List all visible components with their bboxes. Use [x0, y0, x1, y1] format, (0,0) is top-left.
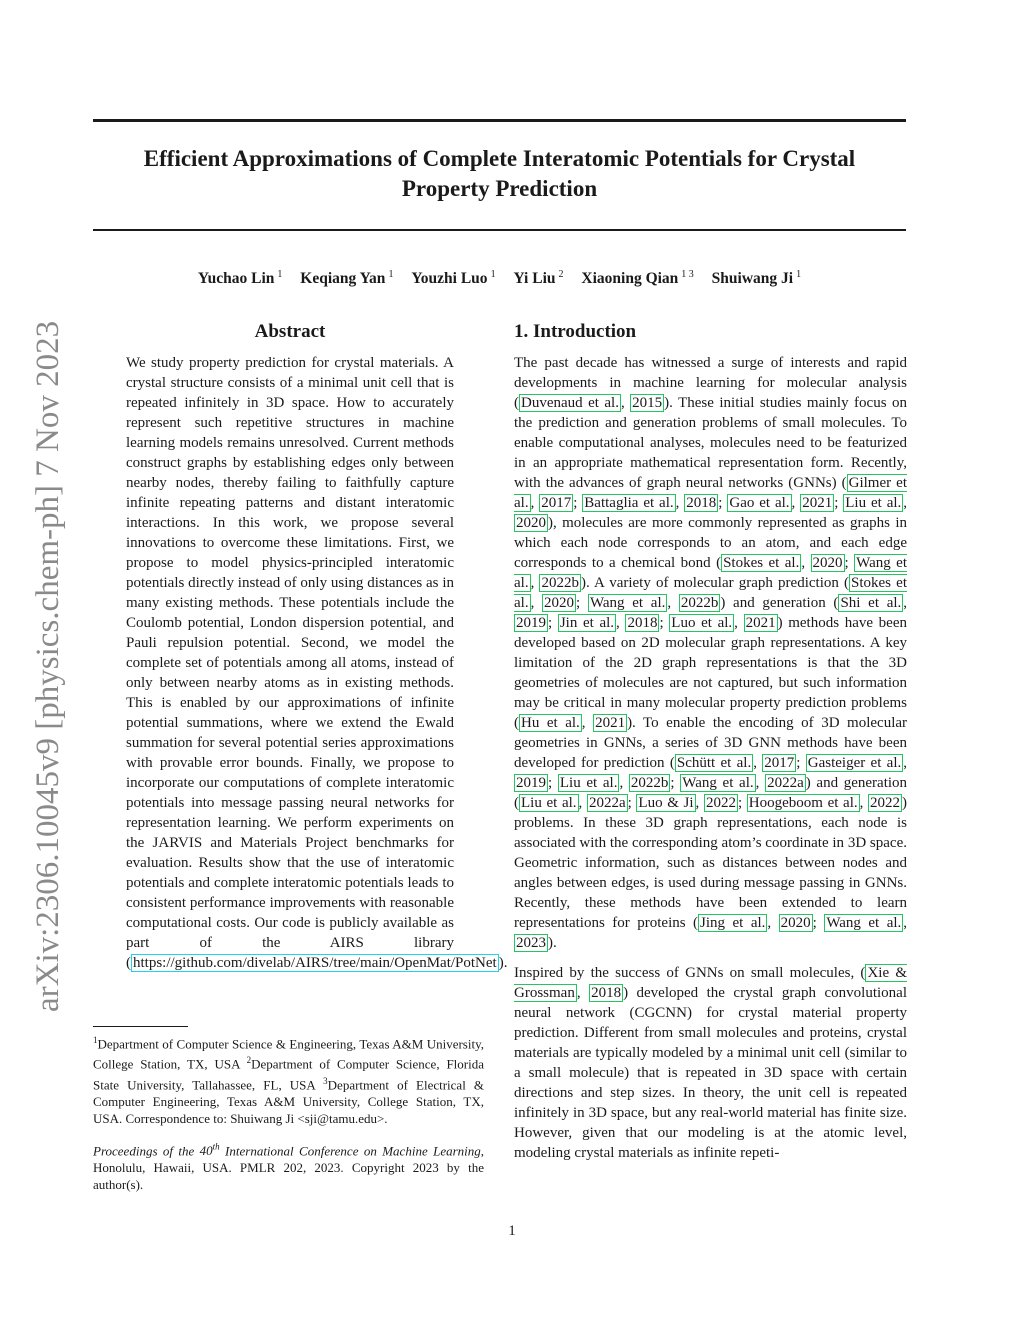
text-run: ) methods have been developed based on 2D molecular graph representations. A key limitation of the 2D graph representations is that the 3D geometries of molecules are not captured, but such information may be critical in many molecular property prediction problems (	[514, 615, 907, 731]
title-bottom-rule	[93, 229, 906, 231]
citation-link[interactable]: Wang et al.	[682, 775, 754, 791]
author: Yuchao Lin $^1$	[197, 269, 283, 287]
text-run: ) problems. In these 3D graph representations, each node is associated with the corresponding atom’s coordinate in 3D space. Geometric information, such as distances between nodes and angles between edges, is used during message passing in GNNs. Recently, these methods have been extended to learn representations for proteins (	[514, 795, 908, 931]
citation-link[interactable]: Jin et al.	[559, 615, 615, 631]
text-run: ;	[548, 775, 558, 791]
citation-link[interactable]: Wang et al.	[589, 595, 666, 611]
abstract-heading: Abstract	[254, 321, 326, 342]
introduction-paragraph-2	[514, 963, 907, 1163]
citation-link[interactable]: Liu et al.	[521, 795, 577, 811]
abstract-column	[126, 320, 508, 973]
citation-link[interactable]: Stokes et al.	[514, 575, 907, 611]
citation-link[interactable]: 2022	[705, 795, 736, 811]
author: Xiaoning Qian $^{1 3}$	[581, 269, 694, 287]
title-line-2: Property Prediction	[401, 176, 598, 201]
text-run: ;	[737, 795, 747, 811]
introduction-heading: 1. Introduction	[514, 321, 637, 342]
citation-link[interactable]: 2022b	[630, 775, 669, 791]
code-link[interactable]: https://github.com/divelab/AIRS/tree/main/OpenMat/PotNet	[133, 955, 497, 971]
citation-link[interactable]: Jing et al.	[700, 915, 766, 931]
text-run: ;	[718, 495, 728, 511]
citation-link[interactable]: 2022a	[767, 775, 804, 791]
citation-link[interactable]: Hu et al.	[521, 715, 580, 731]
text-run: ,	[530, 575, 540, 591]
citation-link[interactable]: Duvenaud et al.	[521, 395, 619, 411]
citation-link[interactable]: 2015	[632, 395, 663, 411]
text-run: ). These initial studies mainly focus on the prediction and generation problems of small molecules. To enable computational analyses, molecules need to be featurized in an appropriate mathematical representation form. Recently, with the advances of graph neural networks (GNNs) (	[514, 395, 907, 491]
text-run: ,	[530, 595, 543, 611]
citation-link[interactable]: 2022b	[541, 575, 579, 591]
text-run: ;	[834, 495, 844, 511]
abstract-body: We study property prediction for crystal materials. A crystal structure consists of a minimal unit cell that is repeated infinitely in 3D space. How to accurately represent such repetitive structures in machine learning models remains unresolved. Current methods construct graphs by establishing edges only between nearby nodes, thereby failing to faithfully capture infinite repeating patterns and distant interatomic interactions. In this work, we propose several innovations to overcome these limitations. First, we propose to model physics-principled interatomic potentials directly instead of only using distances as in many existing methods. These potentials include the Coulomb potential, London dispersion potential, and Pauli repulsion potential. Second, we model the complete set of potentials among all atoms, instead of only between nearby atoms as in existing methods. This is enabled by our approximations of infinite potential summations, where we extend the Ewald summation for several potential series approximations with provable error bounds. Finally, we propose to incorporate our computations of complete interatomic potentials into message passing neural networks for representation learning. We perform experiments on the JARVIS and Materials Project benchmarks for evaluation. Results show that the use of interatomic potentials and complete interatomic potentials leads to consistent performance improvements with reasonable computational costs. Our code is publicly available as part of the AIRS library ( https://github.com/divelab/AIRS/tree/main/OpenMat/PotNet ).	[126, 355, 508, 971]
introduction-column	[514, 320, 907, 1163]
text-run: ,	[667, 595, 679, 611]
citation-link[interactable]: Liu et al.	[559, 775, 618, 791]
citation-link[interactable]: Schütt et al.	[676, 755, 752, 771]
citation-link[interactable]: Gilmer et al.	[514, 475, 907, 511]
text-run: ,	[675, 495, 685, 511]
text-run: ) and generation (	[720, 595, 839, 611]
paper-title	[93, 144, 906, 204]
citation-link[interactable]: Battaglia et al.	[584, 495, 674, 511]
title-line-1: Efficient Approximations of Complete Interatomic Potentials for Crystal	[143, 146, 856, 171]
footnote-rule	[93, 1026, 188, 1027]
citation-link[interactable]: 2020	[544, 595, 575, 611]
citation-link[interactable]: 2021	[802, 495, 833, 511]
citation-link[interactable]: 2018	[591, 985, 622, 1001]
author-list	[93, 264, 906, 290]
text-run: ) developed the crystal graph convolutional neural network (CGCNN) for crystal material property prediction. Different from small molecules and proteins, crystal materials are typically modeled by a minimal unit cell (similar to a small molecule) that is repeated in 3D space with certain directions and step sizes. In theory, the unit cell is repeated infinitely in 3D space, but any real-world material has finite size. However, given that our modeling is at the atomic level, modeling crystal materials as infinite repeti-	[514, 985, 908, 1161]
text-run: ;	[670, 775, 681, 791]
citation-link[interactable]: 2018	[627, 615, 658, 631]
text-run: ;	[796, 755, 806, 771]
arxiv-identifier: arXiv:2306.10045v9 [physics.chem-ph] 7 Nov 2023	[30, 320, 66, 1012]
text-run: ) and generation (	[514, 775, 908, 811]
affiliations-footnote: $^1$Department of Computer Science & Engineering, Texas A&M University, College Station, TX, USA $^2$Department of Computer Science, Florida State University, Tallahassee, FL, USA $^3$Department of Electrical & Computer Engineering, Texas A&M University, College Station, TX, USA. Correspondence to: Shuiwang Ji <sji@tamu.edu>.	[93, 1035, 485, 1126]
text-run: ,	[530, 495, 540, 511]
citation-link[interactable]: Luo & Ji	[638, 795, 694, 811]
text-run: ). A variety of molecular graph prediction (	[580, 575, 850, 591]
citation-link[interactable]: Luo et al.	[671, 615, 733, 631]
footnotes	[93, 1032, 484, 1193]
text-run: ,	[620, 395, 631, 411]
text-run: ,	[859, 795, 869, 811]
citation-link[interactable]: 2017	[764, 755, 795, 771]
citation-link[interactable]: 2022b	[680, 595, 719, 611]
citation-link[interactable]: Stokes et al.	[723, 555, 800, 571]
text-run: ,	[801, 555, 811, 571]
citation-link[interactable]: 2021	[595, 715, 626, 731]
citation-link[interactable]: 2018	[686, 495, 717, 511]
text-run: ,	[903, 495, 908, 511]
author: Yi Liu $^2$	[513, 269, 564, 287]
citation-link[interactable]: Wang et al.	[514, 555, 908, 591]
citation-link[interactable]: 2017	[541, 495, 572, 511]
author: Keqiang Yan $^1$	[300, 269, 394, 287]
citation-link[interactable]: 2019	[516, 775, 546, 791]
text-run: ,	[903, 755, 908, 771]
text-run: ,	[581, 715, 594, 731]
citation-link[interactable]: Shi et al.	[840, 595, 902, 611]
text-run: ).	[548, 935, 557, 951]
text-run: ). To enable the encoding of 3D molecular geometries in GNNs, a series of 3D GNN methods have been developed for prediction (	[514, 715, 908, 771]
citation-link[interactable]: 2021	[745, 615, 776, 631]
text-run: ;	[627, 795, 637, 811]
author: Youzhi Luo $^1$	[411, 269, 496, 287]
citation-link[interactable]: 2022a	[588, 795, 626, 811]
text-run: ), molecules are more commonly represented as graphs in which each node corresponds to an atom, and each edge corresponds to a chemical bond (	[514, 515, 907, 571]
introduction-paragraph-1	[514, 353, 907, 953]
citation-link[interactable]: 2020	[516, 515, 546, 531]
text-run: ,	[734, 615, 744, 631]
citation-link[interactable]: Wang et al.	[826, 915, 902, 931]
citation-link[interactable]: Hoogeboom et al.	[748, 795, 858, 811]
text-run: ,	[791, 495, 801, 511]
text-run: ,	[767, 915, 779, 931]
title-top-rule	[93, 119, 906, 122]
text-run: ,	[576, 985, 590, 1001]
text-run: ;	[659, 615, 670, 631]
text-run: ,	[578, 795, 587, 811]
citation-link[interactable]: Liu et al.	[845, 495, 902, 511]
citation-link[interactable]: Xie & Grossman	[514, 965, 907, 1001]
citation-link[interactable]: 2020	[812, 555, 843, 571]
text-run: ;	[548, 615, 558, 631]
text-run: The past decade has witnessed a surge of interests and rapid developments in machine learning for molecular analysis (	[514, 355, 907, 411]
text-run: ,	[903, 595, 908, 611]
text-run: ,	[753, 755, 763, 771]
text-run: ;	[573, 495, 583, 511]
citation-link[interactable]: 2022	[870, 795, 901, 811]
citation-link[interactable]: 2019	[516, 615, 546, 631]
text-run: Inspired by the success of GNNs on small molecules, (	[514, 965, 866, 981]
text-run: ;	[576, 595, 588, 611]
proceedings-note: Proceedings of the 40th International Conference on Machine Learning, Honolulu, Hawaii, USA. PMLR 202, 2023. Copyright 2023 by the author(s).	[93, 1141, 485, 1193]
text-run: ,	[619, 775, 629, 791]
citation-link[interactable]: Gao et al.	[729, 495, 790, 511]
citation-link[interactable]: 2020	[780, 915, 811, 931]
text-run: ,	[903, 915, 908, 931]
citation-link[interactable]: Gasteiger et al.	[807, 755, 902, 771]
text-run: ;	[812, 915, 825, 931]
text-run: ;	[844, 555, 855, 571]
page-number: 1	[508, 1223, 516, 1239]
text-run: ,	[695, 795, 704, 811]
text-run: ,	[616, 615, 626, 631]
citation-link[interactable]: 2023	[516, 935, 546, 951]
text-run: ,	[755, 775, 766, 791]
author: Shuiwang Ji $^1$	[711, 269, 802, 287]
